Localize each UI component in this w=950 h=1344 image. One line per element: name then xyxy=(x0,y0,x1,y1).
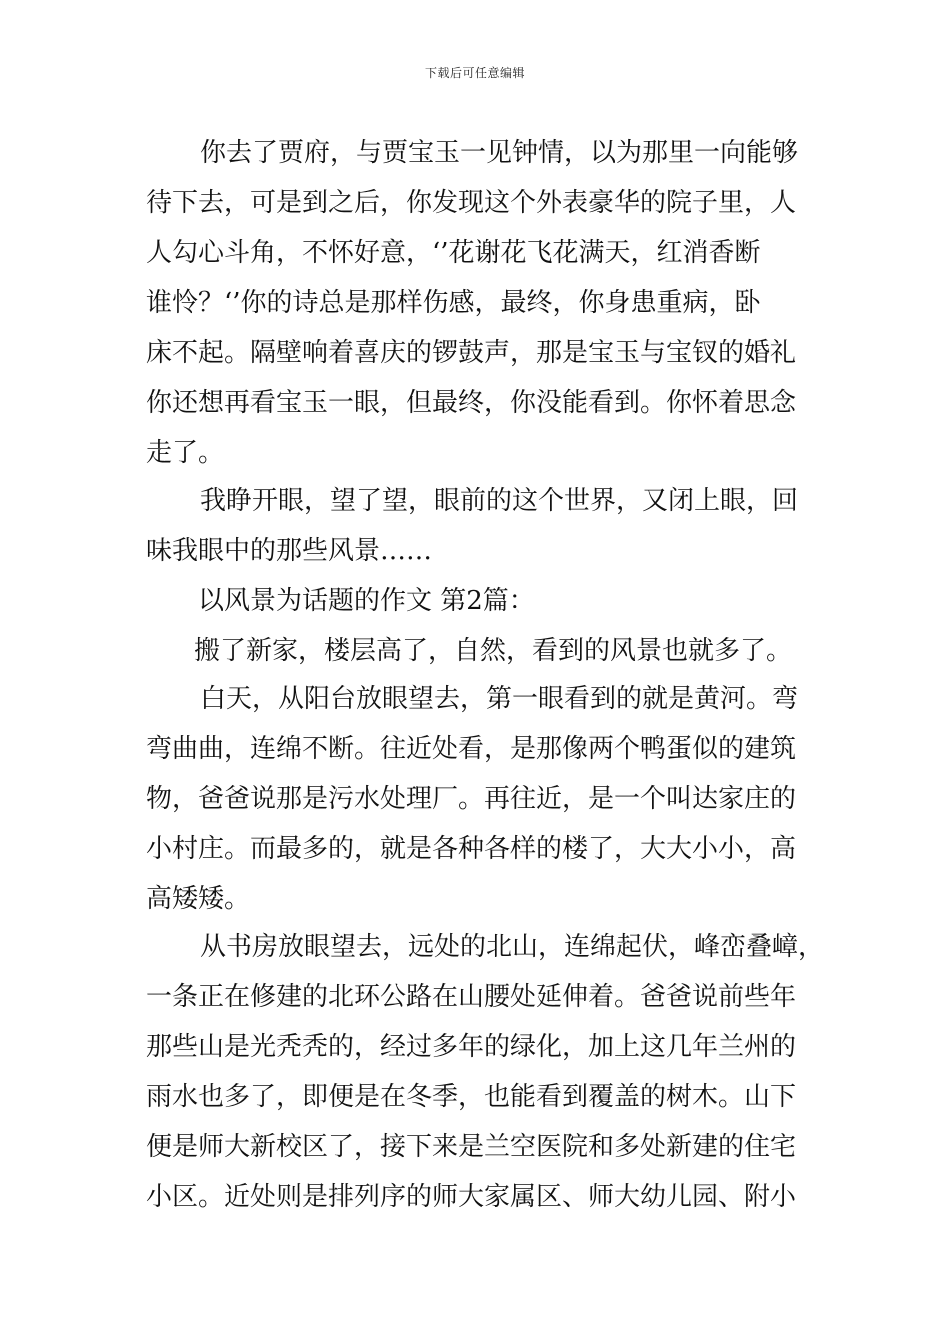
text-line: 便是师大新校区了，接下来是兰空医院和多处新建的住宅 xyxy=(146,1132,797,1162)
text-line: 物，爸爸说那是污水处理厂。再往近，是一个叫达家庄的 xyxy=(146,784,797,814)
text-line: 人勾心斗角，不怀好意，‘’花谢花飞花满天，红消香断 xyxy=(146,238,761,268)
text-line: 你还想再看宝玉一眼，但最终，你没能看到。你怀着思念 xyxy=(146,388,797,418)
text-line: 谁怜？‘’你的诗总是那样伤感，最终，你身患重病，卧 xyxy=(146,288,761,318)
text-line: 小区。近处则是排列序的师大家属区、师大幼儿园、附小 xyxy=(146,1182,797,1212)
text-line: 我睁开眼，望了望，眼前的这个世界，又闭上眼，回 xyxy=(200,486,799,516)
text-line: 你去了贾府，与贾宝玉一见钟情，以为那里一向能够 xyxy=(200,138,799,168)
text-line: 从书房放眼望去，远处的北山，连绵起伏，峰峦叠嶂， xyxy=(200,932,825,962)
text-line: 搬了新家，楼层高了，自然，看到的风景也就多了。 xyxy=(194,636,793,666)
page-header: 下载后可任意编辑 xyxy=(424,66,525,80)
text-line: 雨水也多了，即便是在冬季，也能看到覆盖的树木。山下 xyxy=(146,1082,797,1112)
text-line: 那些山是光秃秃的，经过多年的绿化，加上这几年兰州的 xyxy=(146,1032,797,1062)
text-line: 待下去，可是到之后，你发现这个外表豪华的院子里，人 xyxy=(146,188,797,218)
section-heading: 以风景为话题的作文 第2篇： xyxy=(198,586,535,616)
text-line: 味我眼中的那些风景…… xyxy=(146,536,433,566)
text-line: 白天，从阳台放眼望去，第一眼看到的就是黄河。弯 xyxy=(200,684,799,714)
text-line: 弯曲曲，连绵不断。往近处看，是那像两个鸭蛋似的建筑 xyxy=(146,734,797,764)
text-line: 高矮矮。 xyxy=(146,884,251,914)
text-line: 一条正在修建的北环公路在山腰处延伸着。爸爸说前些年 xyxy=(146,982,797,1012)
text-line: 走了。 xyxy=(146,438,225,468)
text-line: 小村庄。而最多的，就是各种各样的楼了，大大小小，高 xyxy=(146,834,797,864)
text-line: 床不起。隔壁响着喜庆的锣鼓声，那是宝玉与宝钗的婚礼 xyxy=(146,338,797,368)
